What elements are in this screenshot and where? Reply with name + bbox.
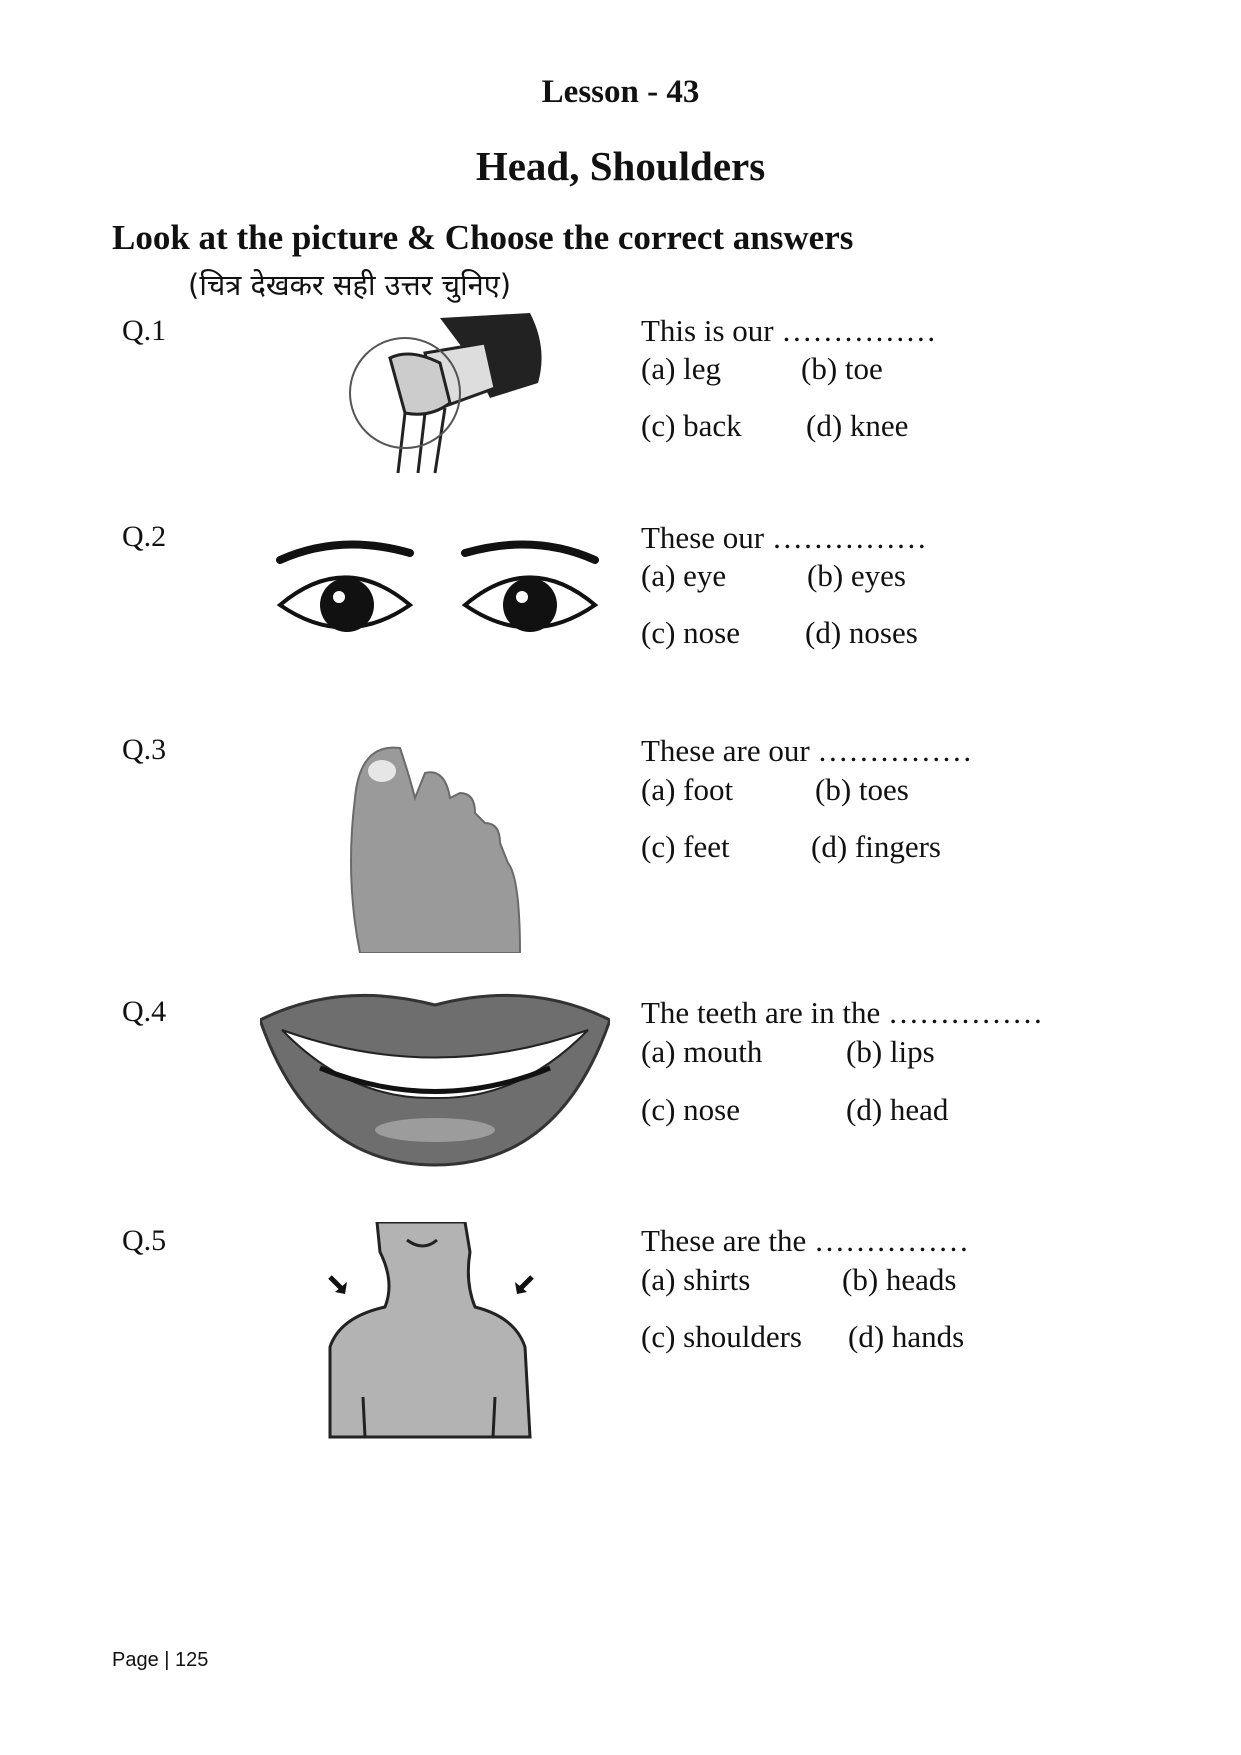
option-b[interactable]: (b) heads <box>842 1262 957 1297</box>
knee-picture <box>330 308 550 478</box>
page-title: Head, Shoulders <box>475 143 766 189</box>
eyes-picture <box>275 535 605 650</box>
option-a[interactable]: (a) leg <box>641 351 722 386</box>
question-number: Q.4 <box>122 995 167 1028</box>
instruction: Look at the picture & Choose the correct answers <box>112 218 854 257</box>
option-b[interactable]: (b) eyes <box>807 558 906 593</box>
option-c[interactable]: (c) shoulders <box>641 1319 802 1354</box>
option-b[interactable]: (b) toe <box>801 351 883 386</box>
lesson-label: Lesson - 43 <box>541 74 700 110</box>
question-number: Q.1 <box>122 314 167 347</box>
question-text: These our …………… <box>641 520 927 555</box>
option-a[interactable]: (a) eye <box>641 558 727 593</box>
option-d[interactable]: (d) noses <box>805 615 918 650</box>
mouth-picture <box>260 990 610 1170</box>
option-d[interactable]: (d) head <box>846 1092 949 1127</box>
option-b[interactable]: (b) toes <box>815 772 909 807</box>
option-d[interactable]: (d) knee <box>806 408 909 443</box>
question-number: Q.5 <box>122 1224 167 1257</box>
option-c[interactable]: (c) back <box>641 408 742 443</box>
option-a[interactable]: (a) shirts <box>641 1262 751 1297</box>
option-c[interactable]: (c) nose <box>641 1092 740 1127</box>
question-text: These are our …………… <box>641 733 973 768</box>
option-c[interactable]: (c) feet <box>641 829 730 864</box>
question-text: This is our …………… <box>641 313 937 348</box>
option-a[interactable]: (a) mouth <box>641 1034 763 1069</box>
option-d[interactable]: (d) hands <box>848 1319 965 1354</box>
option-a[interactable]: (a) foot <box>641 772 734 807</box>
instruction-hindi: (चित्र देखकर सही उत्तर चुनिए) <box>188 268 512 302</box>
option-d[interactable]: (d) fingers <box>811 829 941 864</box>
option-c[interactable]: (c) nose <box>641 615 740 650</box>
question-number: Q.3 <box>122 733 167 766</box>
question-text: The teeth are in the …………… <box>641 995 1044 1030</box>
page-number: Page | 125 <box>112 1649 209 1671</box>
toes-picture <box>340 738 540 953</box>
question-text: These are the …………… <box>641 1223 969 1258</box>
question-number: Q.2 <box>122 520 167 553</box>
option-b[interactable]: (b) lips <box>846 1034 935 1069</box>
shoulders-picture <box>325 1222 540 1442</box>
